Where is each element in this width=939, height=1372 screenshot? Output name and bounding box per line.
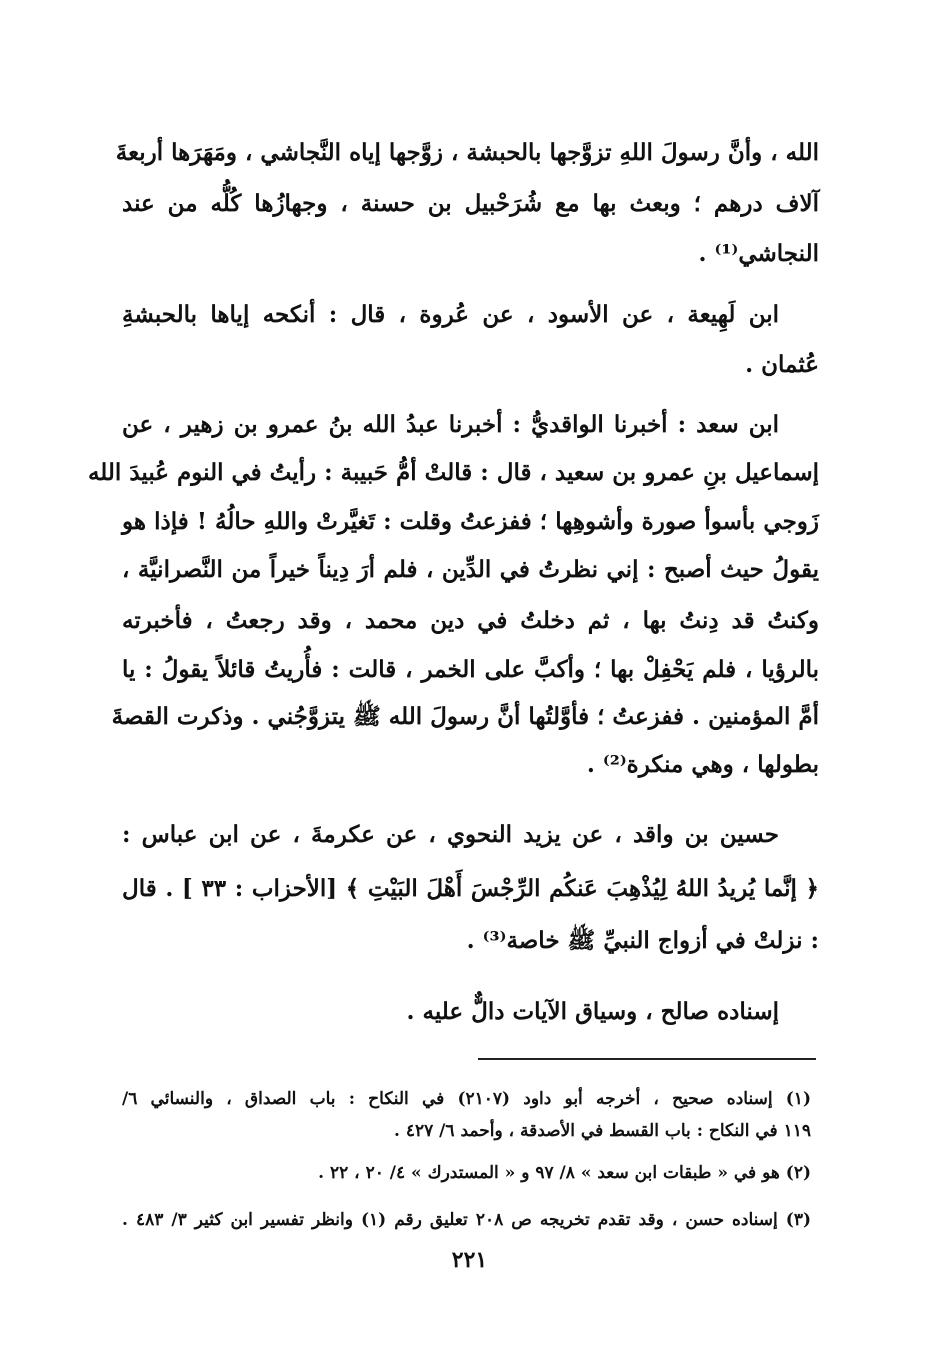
footnote-separator	[478, 1058, 816, 1060]
body-line: يقولُ حيث أصبح : إني نظرتُ في الدِّين ، فلم أرَ دِيناً خيراً من النَّصرانيَّة ،	[122, 556, 819, 583]
body-line: وكنتُ قد دِنتُ بها ، ثم دخلتُ في دين محمد ، وقد رجعتُ ، فأخبرته	[122, 607, 819, 634]
body-line: إسناده صالح ، وسياق الآيات دالٌّ عليه .	[406, 998, 779, 1025]
body-line: حسين بن واقد ، عن يزيد النحوي ، عن عكرمةَ ، عن ابن عباس :	[122, 821, 779, 848]
footnote-line: (١) إسناده صحيح ، أخرجه أبو داود (٢١٠٧) في النكاح : باب الصداق ، والنسائي ٦/	[122, 1089, 811, 1109]
body-line: بالرؤيا ، فلم يَحْفِلْ بها ؛ وأكبَّ على الخمر ، قالت : فأُريتُ قائلاً يقولُ : يا	[122, 656, 819, 683]
body-line: آلاف درهم ؛ وبعث بها مع شُرَحْبيل بن حسنة ، وجهازُها كُلُّه من عند	[122, 190, 819, 217]
body-line: أمَّ المؤمنين . ففزعتُ ؛ فأوَّلتُها أنَّ رسولَ الله ﷺ يتزوَّجُني . وذكرت القصةَ	[111, 703, 819, 730]
body-line: بطولها ، وهي منكرة⁽²⁾ .	[586, 751, 819, 778]
footnote-line: ١١٩ في النكاح : باب القسط في الأصدقة ، وأحمد ٦/ ٤٢٧ .	[394, 1121, 811, 1141]
body-line: إسماعيل بنِ عمرو بن سعيد ، قال : قالتْ أمُّ حَبيبة : رأيتُ في النوم عُبيدَ الله	[87, 459, 819, 486]
body-line: الله ، وأنَّ رسولَ اللهِ تزوَّجها بالحبشة ، زوَّجها إياه النَّجاشي ، ومَهَرَها أربعةَ	[115, 139, 819, 166]
quran-verse-line: ﴿ إنَّما يُريدُ اللهُ لِيُذْهِبَ عَنكُم الرِّجْسَ أَهْلَ البَيْتِ ﴾ [الأحزاب : ٣٣ ] . قال	[122, 875, 820, 902]
body-line: زَوجي بأسوأ صورة وأشوهِها ؛ ففزعتُ وقلت : تَغيَّرتْ واللهِ حالُهُ ! فإذا هو	[122, 508, 819, 535]
footnote-line: (٣) إسناده حسن ، وقد تقدم تخريجه ص ٢٠٨ تعليق رقم (١) وانظر تفسير ابن كثير ٣/ ٤٨٣ .	[122, 1210, 811, 1230]
page-number: ٢٢١	[451, 1247, 488, 1273]
footnote-line: (٢) هو في « طبقات ابن سعد » ٨/ ٩٧ و « المستدرك » ٤/ ٢٠ ، ٢٢ .	[318, 1163, 811, 1183]
body-line: ابن سعد : أخبرنا الواقديُّ : أخبرنا عبدُ الله بنُ عمرو بن زهير ، عن	[122, 411, 779, 438]
body-line: النجاشي⁽¹⁾ .	[698, 240, 819, 267]
body-line: ابن لَهِيعة ، عن الأسود ، عن عُروة ، قال : أنكحه إياها بالحبشةِ	[122, 301, 779, 328]
body-line: : نزلتْ في أزواج النبيِّ ﷺ خاصة⁽³⁾ .	[466, 927, 819, 954]
body-line: عُثمان .	[745, 351, 819, 378]
